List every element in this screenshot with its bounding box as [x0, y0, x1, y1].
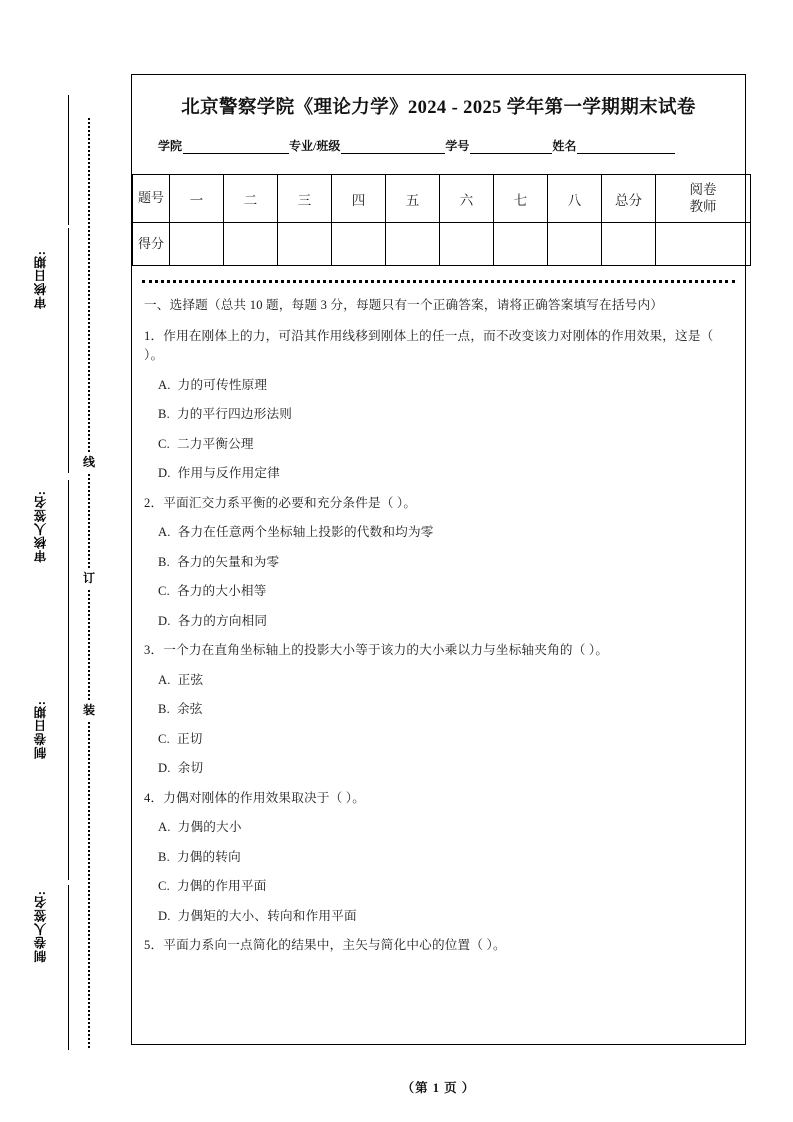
field-student-id-input[interactable]: [470, 140, 552, 154]
question-1-option-c-text: 二力平衡公理: [176, 436, 254, 451]
fold-mark-assemble: 装: [81, 700, 97, 720]
score-cell-total[interactable]: [602, 223, 656, 266]
score-col-header-6: 六: [440, 175, 494, 223]
question-1-option-d-key: D.: [158, 466, 171, 481]
question-3-option-c-key: C.: [158, 731, 170, 746]
question-3-option-a-key: A.: [158, 672, 171, 687]
score-cell-6[interactable]: [440, 223, 494, 266]
question-1-option-b-key: B.: [158, 407, 170, 422]
left-margin-annotations: [0, 0, 120, 1122]
score-cell-7[interactable]: [494, 223, 548, 266]
question-3-option-b-key: B.: [158, 702, 170, 717]
question-3-option-c[interactable]: [158, 730, 733, 750]
page-footer: （第 1 页 ）: [401, 1081, 476, 1095]
question-3-option-b-text: 余弦: [176, 702, 203, 717]
margin-note-reviewer-signature: 审核人签名:: [34, 490, 48, 563]
question-4-option-a[interactable]: [158, 818, 733, 838]
question-2-option-a-key: A.: [158, 525, 171, 540]
field-college-label: 学院: [158, 139, 183, 153]
field-name-label: 姓名: [552, 139, 577, 153]
question-2-option-b-text: 各力的矢量和为零: [176, 554, 280, 569]
question-3-option-d-text: 余切: [177, 761, 204, 776]
question-4-option-a-key: A.: [158, 820, 171, 835]
question-1-option-d[interactable]: [158, 464, 733, 484]
question-4-option-a-text: 力偶的大小: [177, 820, 242, 835]
header-separator: [142, 280, 735, 283]
question-2-option-d-text: 各力的方向相同: [177, 613, 268, 628]
exam-paper-box: [131, 74, 746, 1045]
field-major-class-input[interactable]: [341, 140, 445, 154]
margin-rule-1: [68, 95, 69, 225]
margin-note-review-date: 审核日期:: [34, 250, 48, 310]
score-cell-8[interactable]: [548, 223, 602, 266]
question-2-option-c-key: C.: [158, 584, 170, 599]
score-col-header-total: 总分: [602, 175, 656, 223]
score-col-header-teacher-line2: 教师: [689, 198, 717, 214]
question-stem-3: 3．一个力在直角坐标轴上的投影大小等于该力的大小乘以力与坐标轴夹角的（ ）。: [144, 643, 609, 658]
field-major-class[interactable]: [289, 137, 445, 154]
margin-note-prepare-date: 制卷日期:: [34, 700, 48, 760]
question-1-option-b-text: 力的平行四边形法则: [176, 407, 293, 422]
score-cell-1[interactable]: [170, 223, 224, 266]
question-3-option-a[interactable]: [158, 671, 733, 691]
table-row-scores: [133, 223, 751, 266]
field-college-input[interactable]: [183, 140, 289, 154]
question-3-option-d[interactable]: [158, 759, 733, 779]
margin-note-preparer-signature: 制卷人签名:: [34, 890, 48, 963]
question-4-option-d[interactable]: [158, 907, 733, 927]
score-cell-5[interactable]: [386, 223, 440, 266]
question-4-option-d-key: D.: [158, 908, 171, 923]
fold-mark-bind: 订: [81, 568, 97, 588]
score-cell-teacher[interactable]: [656, 223, 751, 266]
question-2-option-d[interactable]: [158, 612, 733, 632]
table-row-question-numbers: [133, 175, 751, 223]
question-2-option-b[interactable]: [158, 553, 733, 573]
question-stem-5: 5．平面力系向一点简化的结果中，主矢与简化中心的位置（ ）。: [144, 938, 506, 953]
question-4-option-b-key: B.: [158, 849, 170, 864]
question-1-option-a[interactable]: [158, 376, 733, 396]
fold-mark-line: 线: [81, 452, 97, 472]
question-4-option-d-text: 力偶矩的大小、转向和作用平面: [177, 908, 357, 923]
margin-rule-5: [68, 885, 69, 1050]
score-col-header-5: 五: [386, 175, 440, 223]
section-heading-1: 一、选择题（总共 10 题，每题 3 分，每题只有一个正确答案，请将正确答案填写在括号内）: [144, 298, 664, 312]
question-stem-1: 1．作用在刚体上的力，可沿其作用线移到刚体上的任一点，而不改变该力对刚体的作用效果，这是（ ）。: [144, 328, 714, 363]
score-table-row-label-question-text: 题号: [137, 190, 164, 206]
field-student-id[interactable]: [445, 137, 552, 154]
question-1-option-b[interactable]: [158, 405, 733, 425]
score-col-header-4: 四: [332, 175, 386, 223]
question-2-option-c-text: 各力的大小相等: [176, 584, 267, 599]
question-2-option-a-text: 各力在任意两个坐标轴上投影的代数和均为零: [177, 525, 434, 540]
question-2-option-b-key: B.: [158, 554, 170, 569]
score-col-header-7: 七: [494, 175, 548, 223]
question-stem-4: 4．力偶对刚体的作用效果取决于（ ）。: [144, 790, 366, 805]
margin-rule-3: [68, 480, 69, 695]
question-4-option-b[interactable]: [158, 848, 733, 868]
margin-rule-2: [68, 228, 69, 473]
question-3-option-c-text: 正切: [176, 731, 203, 746]
question-1-option-a-key: A.: [158, 377, 171, 392]
field-college[interactable]: [158, 137, 289, 154]
question-3-option-d-key: D.: [158, 761, 171, 776]
question-1-option-c-key: C.: [158, 436, 170, 451]
score-col-header-teacher: [656, 175, 751, 223]
margin-rule-4: [68, 690, 69, 880]
question-2-option-a[interactable]: [158, 523, 733, 543]
score-table-row-label-score-text: 得分: [137, 235, 164, 251]
question-2-option-c[interactable]: [158, 582, 733, 602]
question-4-option-c[interactable]: [158, 877, 733, 897]
score-col-header-8: 八: [548, 175, 602, 223]
student-info-row: [158, 137, 731, 154]
question-3-option-b[interactable]: [158, 700, 733, 720]
score-col-header-3: 三: [278, 175, 332, 223]
score-cell-4[interactable]: [332, 223, 386, 266]
page-title: 北京警察学院《理论力学》2024 - 2025 学年第一学期期末试卷: [181, 98, 696, 118]
score-table: [132, 174, 751, 266]
question-1-option-a-text: 力的可传性原理: [177, 377, 268, 392]
question-1-option-c[interactable]: [158, 435, 733, 455]
score-col-header-teacher-line1: 阅卷: [689, 181, 717, 197]
score-col-header-1: 一: [170, 175, 224, 223]
question-2-option-d-key: D.: [158, 613, 171, 628]
field-student-id-label: 学号: [445, 139, 470, 153]
field-major-class-label: 专业/班级: [289, 139, 341, 153]
field-name-input[interactable]: [577, 140, 675, 154]
question-3-option-a-text: 正弦: [177, 672, 204, 687]
score-table-row-label-score: [133, 223, 170, 266]
score-cell-3[interactable]: [278, 223, 332, 266]
question-4-option-c-key: C.: [158, 879, 170, 894]
score-table-row-label-question: [133, 175, 170, 223]
question-1-option-d-text: 作用与反作用定律: [177, 466, 281, 481]
question-body: [144, 296, 733, 956]
score-cell-2[interactable]: [224, 223, 278, 266]
field-name[interactable]: [552, 137, 675, 154]
question-4-option-c-text: 力偶的作用平面: [176, 879, 267, 894]
score-col-header-2: 二: [224, 175, 278, 223]
question-4-option-b-text: 力偶的转向: [176, 849, 241, 864]
question-stem-2: 2．平面汇交力系平衡的必要和充分条件是（ ）。: [144, 495, 417, 510]
